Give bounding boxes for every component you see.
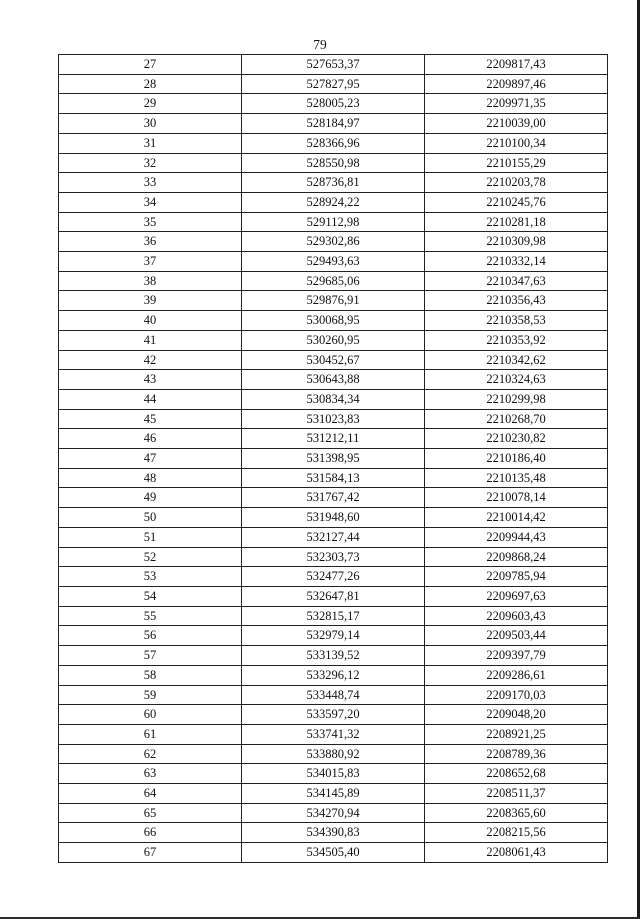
point-number-cell: 44	[59, 389, 242, 409]
y-coordinate-cell: 2208511,37	[425, 784, 608, 804]
table-row	[59, 114, 608, 134]
point-number-cell: 64	[59, 784, 242, 804]
y-coordinate-cell: 2210347,63	[425, 271, 608, 291]
x-coordinate-cell: 528366,96	[242, 133, 425, 153]
table-row	[59, 547, 608, 567]
table-row	[59, 665, 608, 685]
table-row	[59, 468, 608, 488]
point-number-cell: 60	[59, 705, 242, 725]
x-coordinate-cell: 531948,60	[242, 508, 425, 528]
point-number-cell: 35	[59, 212, 242, 232]
table-row	[59, 389, 608, 409]
y-coordinate-cell: 2208365,60	[425, 803, 608, 823]
coordinates-table-body	[59, 55, 608, 863]
x-coordinate-cell: 528005,23	[242, 94, 425, 114]
y-coordinate-cell: 2210268,70	[425, 409, 608, 429]
table-row	[59, 192, 608, 212]
point-number-cell: 58	[59, 665, 242, 685]
y-coordinate-cell: 2210358,53	[425, 311, 608, 331]
coordinates-table	[58, 54, 608, 863]
x-coordinate-cell: 534015,83	[242, 764, 425, 784]
x-coordinate-cell: 532303,73	[242, 547, 425, 567]
table-row	[59, 744, 608, 764]
table-row	[59, 449, 608, 469]
y-coordinate-cell: 2208652,68	[425, 764, 608, 784]
y-coordinate-cell: 2209785,94	[425, 567, 608, 587]
y-coordinate-cell: 2210356,43	[425, 291, 608, 311]
point-number-cell: 45	[59, 409, 242, 429]
y-coordinate-cell: 2210245,76	[425, 192, 608, 212]
point-number-cell: 50	[59, 508, 242, 528]
table-row	[59, 803, 608, 823]
x-coordinate-cell: 531212,11	[242, 429, 425, 449]
table-row	[59, 843, 608, 863]
point-number-cell: 41	[59, 330, 242, 350]
point-number-cell: 46	[59, 429, 242, 449]
table-row	[59, 567, 608, 587]
point-number-cell: 30	[59, 114, 242, 134]
page-number: 79	[313, 37, 327, 52]
x-coordinate-cell: 533448,74	[242, 685, 425, 705]
y-coordinate-cell: 2209897,46	[425, 74, 608, 94]
point-number-cell: 49	[59, 488, 242, 508]
x-coordinate-cell: 533296,12	[242, 665, 425, 685]
point-number-cell: 59	[59, 685, 242, 705]
y-coordinate-cell: 2209971,35	[425, 94, 608, 114]
point-number-cell: 54	[59, 586, 242, 606]
point-number-cell: 40	[59, 311, 242, 331]
y-coordinate-cell: 2210186,40	[425, 449, 608, 469]
table-row	[59, 350, 608, 370]
point-number-cell: 29	[59, 94, 242, 114]
x-coordinate-cell: 529876,91	[242, 291, 425, 311]
x-coordinate-cell: 530643,88	[242, 370, 425, 390]
x-coordinate-cell: 530260,95	[242, 330, 425, 350]
x-coordinate-cell: 528184,97	[242, 114, 425, 134]
y-coordinate-cell: 2208061,43	[425, 843, 608, 863]
y-coordinate-cell: 2210230,82	[425, 429, 608, 449]
point-number-cell: 48	[59, 468, 242, 488]
y-coordinate-cell: 2209603,43	[425, 606, 608, 626]
table-row	[59, 94, 608, 114]
x-coordinate-cell: 528736,81	[242, 173, 425, 193]
y-coordinate-cell: 2208789,36	[425, 744, 608, 764]
point-number-cell: 34	[59, 192, 242, 212]
table-row	[59, 252, 608, 272]
table-row	[59, 311, 608, 331]
y-coordinate-cell: 2209286,61	[425, 665, 608, 685]
y-coordinate-cell: 2210100,34	[425, 133, 608, 153]
table-row	[59, 705, 608, 725]
table-row	[59, 173, 608, 193]
table-row	[59, 55, 608, 75]
x-coordinate-cell: 529685,06	[242, 271, 425, 291]
x-coordinate-cell: 531767,42	[242, 488, 425, 508]
x-coordinate-cell: 534145,89	[242, 784, 425, 804]
point-number-cell: 51	[59, 527, 242, 547]
x-coordinate-cell: 533880,92	[242, 744, 425, 764]
table-row	[59, 508, 608, 528]
point-number-cell: 27	[59, 55, 242, 75]
point-number-cell: 63	[59, 764, 242, 784]
table-row	[59, 488, 608, 508]
point-number-cell: 37	[59, 252, 242, 272]
table-row	[59, 330, 608, 350]
table-row	[59, 784, 608, 804]
y-coordinate-cell: 2209944,43	[425, 527, 608, 547]
point-number-cell: 66	[59, 823, 242, 843]
point-number-cell: 57	[59, 646, 242, 666]
table-row	[59, 232, 608, 252]
y-coordinate-cell: 2210155,29	[425, 153, 608, 173]
x-coordinate-cell: 534505,40	[242, 843, 425, 863]
point-number-cell: 56	[59, 626, 242, 646]
x-coordinate-cell: 530834,34	[242, 389, 425, 409]
point-number-cell: 33	[59, 173, 242, 193]
x-coordinate-cell: 527827,95	[242, 74, 425, 94]
y-coordinate-cell: 2210353,92	[425, 330, 608, 350]
point-number-cell: 47	[59, 449, 242, 469]
x-coordinate-cell: 528924,22	[242, 192, 425, 212]
point-number-cell: 53	[59, 567, 242, 587]
y-coordinate-cell: 2210324,63	[425, 370, 608, 390]
point-number-cell: 55	[59, 606, 242, 626]
x-coordinate-cell: 532477,26	[242, 567, 425, 587]
y-coordinate-cell: 2210309,98	[425, 232, 608, 252]
y-coordinate-cell: 2210014,42	[425, 508, 608, 528]
y-coordinate-cell: 2210342,62	[425, 350, 608, 370]
table-row	[59, 212, 608, 232]
table-row	[59, 724, 608, 744]
x-coordinate-cell: 534270,94	[242, 803, 425, 823]
x-coordinate-cell: 528550,98	[242, 153, 425, 173]
table-row	[59, 133, 608, 153]
point-number-cell: 43	[59, 370, 242, 390]
table-row	[59, 646, 608, 666]
y-coordinate-cell: 2209170,03	[425, 685, 608, 705]
x-coordinate-cell: 532979,14	[242, 626, 425, 646]
y-coordinate-cell: 2208921,25	[425, 724, 608, 744]
y-coordinate-cell: 2210135,48	[425, 468, 608, 488]
table-row	[59, 74, 608, 94]
y-coordinate-cell: 2209503,44	[425, 626, 608, 646]
table-row	[59, 626, 608, 646]
table-row	[59, 291, 608, 311]
y-coordinate-cell: 2209397,79	[425, 646, 608, 666]
table-row	[59, 271, 608, 291]
point-number-cell: 39	[59, 291, 242, 311]
point-number-cell: 61	[59, 724, 242, 744]
point-number-cell: 32	[59, 153, 242, 173]
point-number-cell: 38	[59, 271, 242, 291]
table-row	[59, 606, 608, 626]
x-coordinate-cell: 534390,83	[242, 823, 425, 843]
y-coordinate-cell: 2210281,18	[425, 212, 608, 232]
table-row	[59, 823, 608, 843]
x-coordinate-cell: 531584,13	[242, 468, 425, 488]
x-coordinate-cell: 529112,98	[242, 212, 425, 232]
x-coordinate-cell: 533741,32	[242, 724, 425, 744]
y-coordinate-cell: 2209868,24	[425, 547, 608, 567]
table-row	[59, 153, 608, 173]
table-row	[59, 370, 608, 390]
y-coordinate-cell: 2210039,00	[425, 114, 608, 134]
point-number-cell: 36	[59, 232, 242, 252]
y-coordinate-cell: 2209048,20	[425, 705, 608, 725]
table-row	[59, 409, 608, 429]
y-coordinate-cell: 2210078,14	[425, 488, 608, 508]
x-coordinate-cell: 531398,95	[242, 449, 425, 469]
x-coordinate-cell: 533139,52	[242, 646, 425, 666]
point-number-cell: 31	[59, 133, 242, 153]
x-coordinate-cell: 533597,20	[242, 705, 425, 725]
x-coordinate-cell: 532815,17	[242, 606, 425, 626]
point-number-cell: 52	[59, 547, 242, 567]
point-number-cell: 65	[59, 803, 242, 823]
table-row	[59, 764, 608, 784]
x-coordinate-cell: 530068,95	[242, 311, 425, 331]
point-number-cell: 42	[59, 350, 242, 370]
table-row	[59, 586, 608, 606]
table-row	[59, 685, 608, 705]
y-coordinate-cell: 2208215,56	[425, 823, 608, 843]
x-coordinate-cell: 529302,86	[242, 232, 425, 252]
x-coordinate-cell: 530452,67	[242, 350, 425, 370]
y-coordinate-cell: 2209817,43	[425, 55, 608, 75]
x-coordinate-cell: 529493,63	[242, 252, 425, 272]
y-coordinate-cell: 2210299,98	[425, 389, 608, 409]
point-number-cell: 28	[59, 74, 242, 94]
point-number-cell: 67	[59, 843, 242, 863]
table-row	[59, 527, 608, 547]
y-coordinate-cell: 2210203,78	[425, 173, 608, 193]
x-coordinate-cell: 532127,44	[242, 527, 425, 547]
x-coordinate-cell: 532647,81	[242, 586, 425, 606]
y-coordinate-cell: 2209697,63	[425, 586, 608, 606]
y-coordinate-cell: 2210332,14	[425, 252, 608, 272]
table-row	[59, 429, 608, 449]
point-number-cell: 62	[59, 744, 242, 764]
x-coordinate-cell: 531023,83	[242, 409, 425, 429]
x-coordinate-cell: 527653,37	[242, 55, 425, 75]
